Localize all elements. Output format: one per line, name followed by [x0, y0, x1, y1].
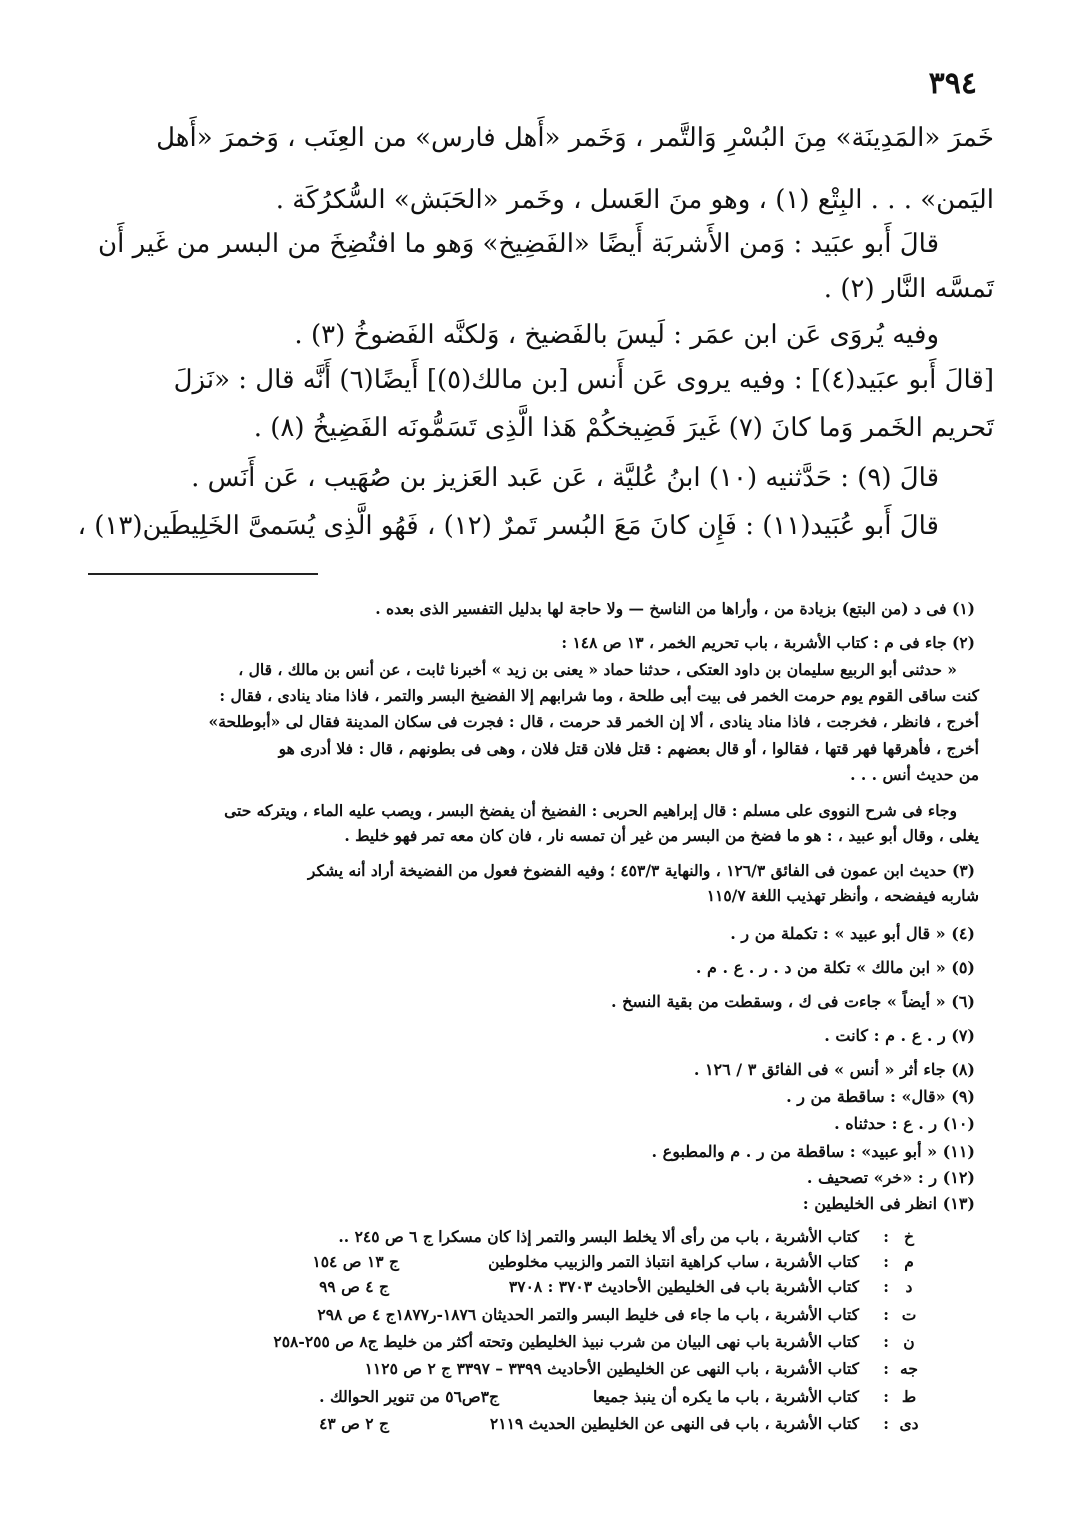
- source-row: [99, 1359, 919, 1386]
- source-row: [99, 1387, 919, 1414]
- source-colon: :: [883, 1227, 889, 1246]
- footnote: (١٢) ر : «خر» تصحيف .: [806, 1168, 975, 1187]
- footnote-divider: [88, 573, 318, 575]
- footnote-quote: أخرج ، فانظر ، فخرجت ، فاذا مناد ينادى ، ألا إن الخمر قد حرمت ، قال : فجرت فى سكان المدينة فقال لى «أبوطلحة»: [208, 712, 979, 731]
- source-text: كتاب الأشربة ، باب ما يكره أن ينبذ جميعا: [593, 1387, 859, 1406]
- source-row: [99, 1227, 919, 1254]
- main-line: قالَ (٩) : حَدَّثنيه (١٠) ابنُ عُليَّة ، عَن عَبد العَزيز بن صُهَيب ، عَن أَنَس .: [191, 463, 939, 493]
- main-line: قالَ أَبو عُبَيد(١١) : فَإِن كانَ مَعَ البُسر تَمرٌ (١٢) ، فَهُو الَّذِى يُسَمىَّ الخَلِيطَين(١٣) ،: [77, 511, 939, 541]
- source-colon: :: [883, 1387, 889, 1406]
- source-text: كتاب الأشربة ، ساب كراهية انتباذ التمر والزبيب مخلوطين: [488, 1252, 859, 1271]
- source-ref: ج ٤ ص ٩٩: [319, 1277, 389, 1296]
- footnote: (٨) جاء أثر « أنس » فى الفائق ٣ / ١٢٦ .: [693, 1060, 975, 1079]
- source-row: [99, 1414, 919, 1441]
- source-colon: :: [883, 1359, 889, 1378]
- source-text: كتاب الأشربة باب فى الخليطين الأحاديث ٣٧٠٣ : ٣٧٠٨: [508, 1277, 859, 1296]
- source-text: كتاب الأشربة ، باب ما جاء فى خليط البسر والتمر الحديثان ١٨٧٦-ر١٨٧٧ج ٤ ص ٢٩٨: [317, 1305, 859, 1324]
- source-ref: ج ١٣ ص ١٥٤: [312, 1252, 399, 1271]
- main-line: خَمرَ «المَدِينَة» مِنَ البُسْرِ وَالتَّمر ، وَخَمر «أَهل فارس» من العِنَب ، وَخمرَ «أَهل: [156, 123, 994, 153]
- footnote: (١١) « أبو عبيد» : ساقطة من ر . م والمطبوع .: [651, 1142, 975, 1161]
- footnote-quote: « حدثنى أبو الربيع سليمان بن داود العتكى ، حدثنا حماد « يعنى بن زيد » أخبرنا ثابت ، عن أنس بن مالك ، قال ،: [238, 660, 957, 679]
- footnote-quote: كنت ساقى القوم يوم حرمت الخمر فى بيت أبى طلحة ، وما شرابهم إلا الفضيخ البسر والتمر ، فاذا مناد ينادى ، فقال :: [219, 686, 979, 705]
- source-code: جه: [900, 1359, 918, 1378]
- main-line: [قالَ أَبو عبَيد(٤)] : وفيه يروى عَن أَنس [بن مالك(٥)] أَيضًا(٦) أَنَّه قال : «نَزلَ: [173, 365, 994, 395]
- source-colon: :: [883, 1252, 889, 1271]
- source-text: كتاب الأشربة ، باب من رأى ألا يخلط البسر والتمر إذا كان مسكرا ج ٦ ص ٢٤٥ ..: [338, 1227, 859, 1246]
- footnote-quote: يغلى ، وقال أبو عبيد ، : هو ما فضخ من البسر من غير أن تمسه نار ، فان كان معه تمر فهو خليط .: [344, 826, 979, 845]
- source-code: ن: [903, 1332, 915, 1351]
- footnote-quote: من حديث أنس . . .: [850, 765, 979, 784]
- footnote: (٤) « قال أبو عبيد » : تكملة من ر .: [730, 924, 975, 943]
- source-row: [99, 1252, 919, 1279]
- source-code: ط: [901, 1387, 917, 1406]
- main-line: اليَمن» . . . البِتْع (١) ، وهو منَ العَسل ، وخَمر «الحَبَش» السُّكرُكَة .: [275, 185, 994, 215]
- source-colon: :: [883, 1305, 889, 1324]
- footnote: شاربه فيفضحه ، وأنظر تهذيب اللغة ١١٥/٧: [706, 886, 979, 905]
- source-ref: ج ٢ ص ٤٣: [319, 1414, 389, 1433]
- main-line: وفيه يُروَى عَن ابن عمَر : لَيسَ بالفَضيخ ، وَلكنَّه الفَضوخُ (٣) .: [294, 320, 939, 350]
- source-code: م: [904, 1252, 914, 1271]
- source-text: كتاب الأشربة باب نهى البيان من شرب نبيذ الخليطين وتحته أكثر من خليط ج٨ ص ٢٥٥-٢٥٨: [273, 1332, 859, 1351]
- footnote-quote: أخرج ، فأهرقها فهر قتها ، فقالوا ، أو قال بعضهم : قتل فلان قتل فلان ، وهى فى بطونهم ، قال : فلا أدرى هو: [278, 739, 979, 758]
- footnote: (٣) حديث ابن عمون فى الفائق ١٢٦/٣ ، والنهاية ٤٥٣/٣ ؛ وفيه الفضوخ فعول من الفضيخة أراد أنه يشكر: [307, 861, 975, 880]
- source-text: كتاب الأشربة ، باب النهى عن الخليطين الأحاديث ٣٣٩٩ – ٣٣٩٧ ج ٢ ص ١١٢٥: [364, 1359, 859, 1378]
- footnote: (٦) « أيضاً » جاءت فى ك ، وسقطت من بقية النسخ .: [610, 992, 975, 1011]
- main-line: تَحريم الخَمر وَما كانَ (٧) غَيرَ فَضِيخكُمْ هَذا الَّذِى تَسَمُّونَه الفَضِيخُ (٨) .: [253, 413, 994, 443]
- footnote: (٥) « ابن مالك » تكلة من د . ر . ع . م .: [695, 958, 975, 977]
- source-colon: :: [883, 1414, 889, 1433]
- page-number: ٣٩٤: [928, 66, 977, 101]
- source-colon: :: [883, 1332, 889, 1351]
- footnote: (١٠) ر . ع : حدثناه .: [834, 1114, 975, 1133]
- source-row: [99, 1332, 919, 1359]
- footnote: (١) فى د (من البتع) بزيادة من ، وأراها من الناسخ — ولا حاجة لها بدليل التفسير الذى بعده .: [375, 599, 975, 618]
- source-code: ت: [901, 1305, 917, 1324]
- footnote: (٧) ر . ع . م : كانت .: [824, 1026, 975, 1045]
- source-code: خ: [903, 1227, 914, 1246]
- source-colon: :: [883, 1277, 889, 1296]
- footnote: (٢) جاء فى م : كتاب الأشربة ، باب تحريم الخمر ، ١٣ ص ١٤٨ :: [561, 633, 975, 652]
- main-line: تَمسَّه النَّار (٢) .: [823, 274, 994, 304]
- footnote-quote: وجاء فى شرح النووى على مسلم : قال إبراهيم الحربى : الفضيخ أن يفضخ البسر ، ويصب عليه الماء ، ويتركه حتى: [224, 801, 957, 820]
- footnote: (٩) «قال» : ساقطة من ر .: [786, 1087, 975, 1106]
- source-code: دى: [899, 1414, 919, 1433]
- source-code: د: [905, 1277, 913, 1296]
- source-row: [99, 1277, 919, 1304]
- footnote: (١٣) انظر فى الخليطين :: [802, 1194, 975, 1213]
- main-line: قالَ أَبو عبَيد : وَمن الأَشربَة أَيضًا «الفَضِيخ» وَهو ما افتُضِخَ من البسر من غَير أَن: [97, 229, 939, 259]
- source-text: كتاب الأشربة ، باب فى النهى عن الخليطين الحديث ٢١١٩: [489, 1414, 859, 1433]
- source-row: [99, 1305, 919, 1332]
- source-ref: ج٣ص٥٦ من تنوير الحوالك .: [319, 1387, 499, 1406]
